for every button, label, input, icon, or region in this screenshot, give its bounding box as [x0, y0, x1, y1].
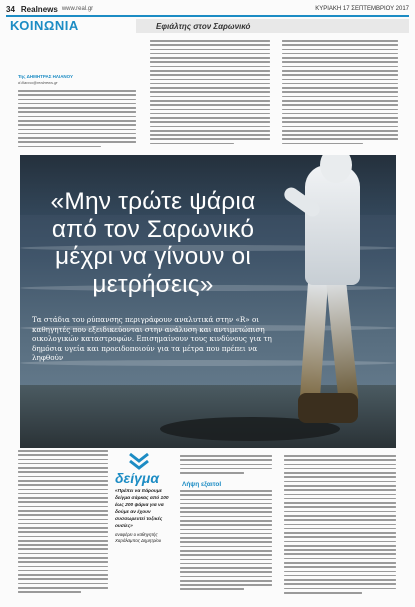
chevron-down-icon: [128, 452, 150, 470]
issue-date: ΚΥΡΙΑΚΗ 17 ΣΕΠΤΕΜΒΡΙΟΥ 2017: [315, 6, 409, 12]
section-name: ΚΟΙΝΩΝΙΑ: [10, 18, 79, 33]
article-headline: «Μην τρώτε ψάρια από τον Σαρωνικό μέχρι να γίνουν οι μετρήσεις»: [50, 188, 256, 298]
article-subheadline: Τα στάδια του ρύπανσης περιγράφουν αναλυτικά στην «R» οι καθηγητές που εξειδικεύονται στην ανάλυση και αντιμετώπιση οικολογικών καταστροφών. Επισημαίνουν τους κινδύνους για τη δημόσια υγεία και προειδοποιούν για τα μέτρα που πρέπει να ληφθούν: [32, 315, 272, 363]
pull-quote: [115, 470, 175, 590]
text-column-6: [180, 490, 272, 600]
text-column-4: [18, 450, 108, 600]
text-column-5: [180, 455, 272, 479]
byline-author: Της ΔΗΜΗΤΡΑΣ ΗΛΙΑΝΟΥ: [18, 74, 74, 79]
pull-quote-text: «Πρέπει να πάρουμε δείγμα σάρκας από 100 έως 200 ψάρια για να δούμε αν έχουν συσσωρευτεί τοξικές ουσίες»: [115, 489, 169, 529]
worker-boots: [298, 393, 358, 423]
site-url: www.real.gr: [61, 6, 94, 12]
worker-leg: [300, 279, 328, 400]
pull-quote-title: δείγμα: [115, 470, 160, 486]
section-subtitle: Λήψη εξαιτοΙ: [182, 481, 222, 488]
text-column-7: [284, 455, 396, 600]
section-bar: [6, 15, 409, 34]
page-header: [6, 4, 409, 14]
text-column-3: [282, 40, 398, 150]
byline-email: d.ilianou@realnews.gr: [18, 80, 58, 85]
pull-quote-source: αναφέρει ο καθηγητής Χαράλαμπος Δημητρίου: [115, 532, 162, 544]
brand-name: Realnews: [20, 4, 58, 14]
section-topic: Εφιάλτης στον Σαρωνικό: [136, 19, 409, 33]
worker-protective-suit: [305, 165, 360, 285]
text-column-2: [150, 40, 270, 150]
text-column-1: [18, 90, 136, 150]
page-number: 34: [6, 4, 15, 14]
worker-leg: [326, 274, 359, 400]
